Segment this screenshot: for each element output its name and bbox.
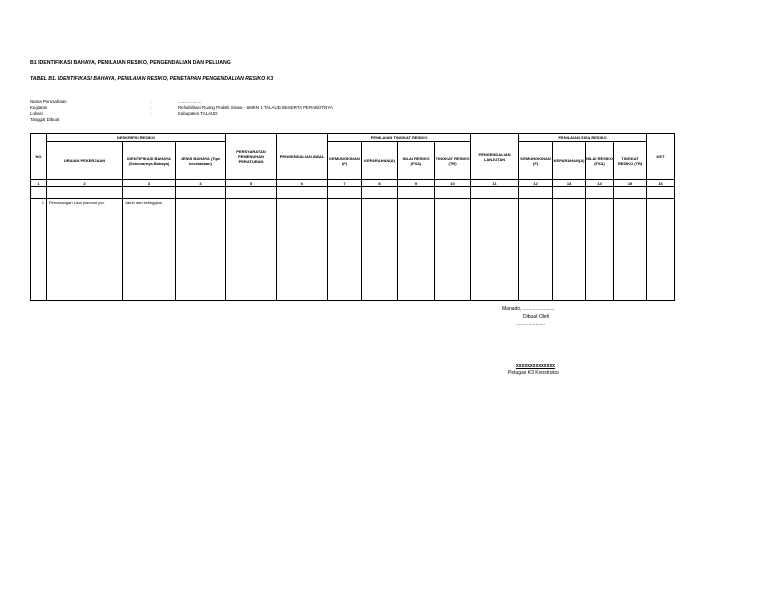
info-label: Lokasi	[30, 111, 43, 116]
header-jenis: JENIS BAHAYA (Tipe kecelakaan)	[176, 142, 226, 180]
table-caption: TABEL B1. IDENTIFIKASI BAHAYA, PENILAIAN RESIKO, PENETAPAN PENGENDALIAN RESIKO K3	[30, 76, 274, 82]
risk-table	[30, 133, 675, 301]
info-value: ...................	[178, 99, 202, 104]
info-colon: :	[150, 99, 152, 104]
header-identifikasi: IDENTIFIKASI BAHAYA (Sebenarnya Bahaya)	[123, 142, 176, 180]
col-number: 3	[123, 180, 176, 187]
row-no: 1	[31, 199, 47, 301]
info-label: Tanggal Dibuat	[30, 117, 60, 122]
info-label: Nama Perusahaan	[30, 99, 67, 104]
header-persyaratan: PERSYARATAN PEMENUHAN PERATURAN	[226, 134, 277, 180]
col-number: 14	[586, 180, 614, 187]
header-nilai-sisa: NILAI RESIKO (FXA)	[586, 142, 614, 180]
col-number: 11	[471, 180, 519, 187]
header-nilai: NILAI RESIKO (FXA)	[398, 142, 435, 180]
header-group-penilaian-sisa: PENILAIAN SISA RESIKO	[519, 134, 647, 142]
header-kemungkinan-sisa: KEMUNGKINAN (F)	[519, 142, 553, 180]
column-number-row	[31, 180, 675, 187]
header-group-deskripsi: DESKRIPSI RESIKO	[47, 134, 226, 142]
table-row	[31, 199, 675, 301]
section-title: B1 IDENTIFIKASI BAHAYA, PENILAIAN RESIKO, PENGENDALIAN DAN PELUANG	[30, 60, 231, 66]
header-uraian: URAIAN PEKERJAAN	[47, 142, 123, 180]
col-number: 13	[553, 180, 586, 187]
col-number: 1	[31, 180, 47, 187]
col-number: 16	[647, 180, 675, 187]
col-number: 15	[614, 180, 647, 187]
info-label: Kegiatan	[30, 105, 48, 110]
header-pengendalian-awal: PENGENDALIAN AWAL	[277, 134, 328, 180]
col-number: 7	[328, 180, 362, 187]
signatory-role: Petugas K3 Konstruksi	[508, 370, 559, 376]
header-no: NO	[31, 134, 47, 180]
info-value: Rehabilitasi Ruang Praktik Siswa - SMKN 1 TALAUD BESERTA PERABOTNYA	[178, 105, 333, 110]
col-number: 4	[176, 180, 226, 187]
header-pengendalian-lanjutan: PENGENDALIAN LANJUTAN	[471, 134, 519, 180]
info-colon: :	[150, 111, 152, 116]
col-number: 6	[277, 180, 328, 187]
header-ket: KET	[647, 134, 675, 180]
col-number: 2	[47, 180, 123, 187]
header-kemungkinan: KEMUNGKINAN (F)	[328, 142, 362, 180]
table-row-empty	[31, 187, 675, 199]
signature-place-date: Manado, .......................	[502, 306, 555, 312]
info-colon: :	[150, 105, 152, 110]
col-number: 5	[226, 180, 277, 187]
header-tingkat: TINGKAT RESIKO (TR)	[435, 142, 471, 180]
header-keparahan-sisa: KEPARAHAN(A)	[553, 142, 586, 180]
col-number: 12	[519, 180, 553, 187]
header-tingkat-sisa: TINGKAT RESIKO (TR)	[614, 142, 647, 180]
header-group-penilaian-tingkat: PENILAIAN TINGKAT RESIKO	[328, 134, 471, 142]
info-value: Kabupaten TALAUD	[178, 111, 218, 116]
col-number: 8	[362, 180, 398, 187]
signature-line: .....................	[516, 321, 546, 327]
row-uraian: Pemasangan Lisul plavond pvc	[47, 199, 123, 301]
signature-made-by: Dibuat Oleh	[523, 314, 550, 320]
col-number: 10	[435, 180, 471, 187]
row-identifikasi: Jatuh dari ketinggian	[123, 199, 176, 301]
signatory-name: xxxxxxxxxxxxxx	[516, 363, 555, 369]
header-keparahan: KEPARAHAN(A)	[362, 142, 398, 180]
col-number: 9	[398, 180, 435, 187]
